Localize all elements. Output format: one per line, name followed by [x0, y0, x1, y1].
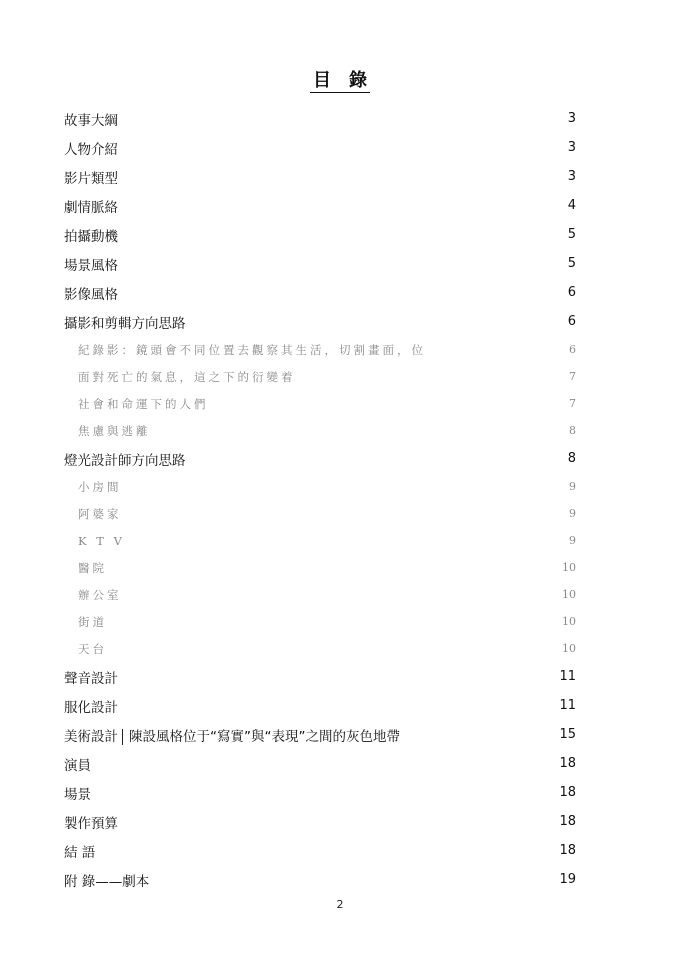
toc-subentry[interactable] — [64, 336, 576, 363]
toc-subentry[interactable] — [64, 473, 576, 500]
toc-entry-label: 場景 — [64, 786, 91, 803]
toc-entry-label: K T V — [78, 533, 125, 548]
toc-entry-page: 5 — [567, 227, 576, 242]
toc-entry-label: 辦公室 — [78, 587, 122, 602]
toc-entry-label: 劇情脈絡 — [64, 199, 118, 216]
toc-entry-label: 天台 — [78, 641, 107, 656]
toc-entry[interactable] — [64, 444, 576, 473]
toc-entry-label: 影像風格 — [64, 286, 118, 303]
toc-entry[interactable] — [64, 865, 576, 894]
toc-entry-label: 街道 — [78, 614, 107, 629]
toc-entry-label: 攝影和剪輯方向思路 — [64, 315, 186, 332]
toc-entry[interactable] — [64, 720, 576, 749]
toc-subentry[interactable] — [64, 554, 576, 581]
toc-entry-page: 18 — [559, 785, 576, 800]
toc-entry-page: 18 — [559, 843, 576, 858]
toc-entry-page: 10 — [562, 588, 576, 601]
toc-entry-page: 10 — [562, 642, 576, 655]
toc-entry[interactable] — [64, 249, 576, 278]
page-number: 2 — [336, 898, 344, 911]
toc-entry-page: 10 — [562, 615, 576, 628]
toc-entry-page: 18 — [559, 756, 576, 771]
toc-entry-label: 演員 — [64, 757, 91, 774]
toc-entry-label: 影片類型 — [64, 170, 118, 187]
toc-entry-page: 6 — [567, 285, 576, 300]
toc-subentry[interactable] — [64, 390, 576, 417]
toc-entry-page: 4 — [567, 198, 576, 213]
toc-entry[interactable] — [64, 104, 576, 133]
toc-entry-label: 面對死亡的氣息，這之下的衍變着 — [78, 369, 296, 384]
toc-entry[interactable] — [64, 220, 576, 249]
toc-entry-page: 11 — [559, 698, 576, 713]
toc-entry-page: 10 — [562, 561, 576, 574]
toc-entry-page: 3 — [567, 169, 576, 184]
toc-entry-label: 人物介紹 — [64, 141, 118, 158]
toc-subentry[interactable] — [64, 500, 576, 527]
toc-entry[interactable] — [64, 191, 576, 220]
toc-entry-page: 19 — [559, 872, 576, 887]
toc-entry[interactable] — [64, 807, 576, 836]
toc-entry[interactable] — [64, 836, 576, 865]
toc-entry-note: 陳設風格位于“寫實”與“表現”之間的灰色地帶 — [122, 729, 404, 745]
toc-entry[interactable] — [64, 278, 576, 307]
toc-entry-label: 美術設計 陳設風格位于“寫實”與“表現”之間的灰色地帶 — [64, 725, 404, 745]
toc-entry-page: 8 — [567, 451, 576, 466]
toc-entry-label: 醫院 — [78, 560, 107, 575]
toc-entry-page: 6 — [569, 343, 576, 356]
toc-entry-page: 18 — [559, 814, 576, 829]
toc-entry-label: 拍攝動機 — [64, 228, 118, 245]
page-title: 目 錄 — [0, 66, 680, 92]
toc-subentry[interactable] — [64, 527, 576, 554]
toc-subentry[interactable] — [64, 363, 576, 390]
toc-entry-page: 9 — [569, 507, 576, 520]
toc-entry-label: 聲音設計 — [64, 670, 118, 687]
toc-entry-label: 附 錄——劇本 — [64, 873, 150, 890]
toc-entry-page: 6 — [567, 314, 576, 329]
toc-entry[interactable] — [64, 307, 576, 336]
toc-entry[interactable] — [64, 162, 576, 191]
toc-entry-label: 服化設計 — [64, 699, 118, 716]
toc-entry-page: 15 — [559, 727, 576, 742]
toc-entry[interactable] — [64, 662, 576, 691]
toc-entry[interactable] — [64, 778, 576, 807]
toc-entry-label: 故事大綱 — [64, 112, 118, 129]
toc-entry-label: 製作預算 — [64, 815, 118, 832]
toc-entry-page: 3 — [567, 111, 576, 126]
toc-entry-label: 小房間 — [78, 479, 122, 494]
toc-entry-label: 焦慮與逃離 — [78, 423, 151, 438]
toc-entry[interactable] — [64, 749, 576, 778]
toc-subentry[interactable] — [64, 581, 576, 608]
toc-entry-page: 3 — [567, 140, 576, 155]
toc-entry-page: 7 — [569, 397, 576, 410]
toc-entry-page: 11 — [559, 669, 576, 684]
toc-entry-label: 紀錄影：鏡頭會不同位置去觀察其生活，切割畫面，位 — [78, 342, 426, 357]
toc-subentry[interactable] — [64, 635, 576, 662]
toc-entry-label: 社會和命運下的人們 — [78, 396, 209, 411]
toc-subentry[interactable] — [64, 608, 576, 635]
table-of-contents — [64, 104, 576, 894]
toc-entry-page: 7 — [569, 370, 576, 383]
toc-entry-page: 9 — [569, 480, 576, 493]
toc-entry-page: 5 — [567, 256, 576, 271]
toc-entry-page: 8 — [569, 424, 576, 437]
toc-entry[interactable] — [64, 691, 576, 720]
toc-entry[interactable] — [64, 133, 576, 162]
toc-entry-label: 阿婆家 — [78, 506, 122, 521]
toc-entry-label: 場景風格 — [64, 257, 118, 274]
toc-entry-label: 結 語 — [64, 844, 96, 861]
toc-subentry[interactable] — [64, 417, 576, 444]
toc-entry-page: 9 — [569, 534, 576, 547]
toc-entry-label: 燈光設計師方向思路 — [64, 452, 186, 469]
